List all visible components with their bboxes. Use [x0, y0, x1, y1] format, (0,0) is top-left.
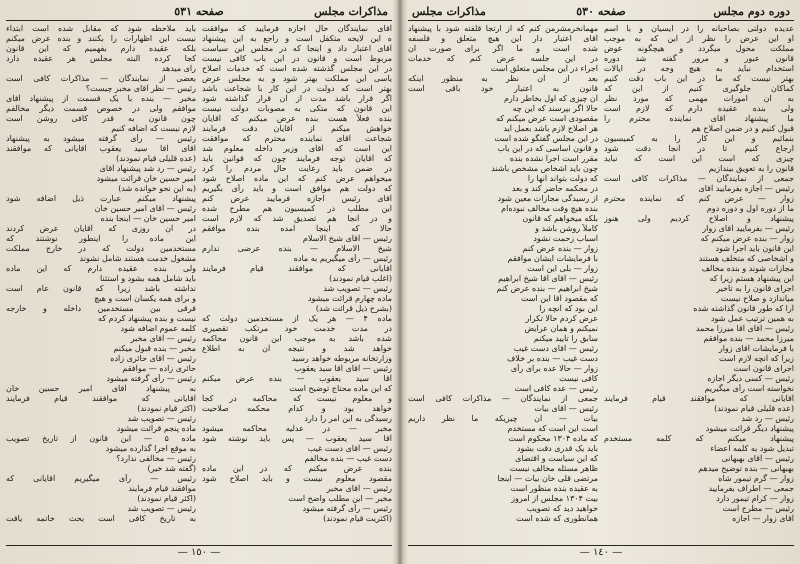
text-line: شده باشد به موجب این قانون محاکمه [202, 334, 392, 343]
right-header-page: صفحه ٥٣٠ [576, 5, 626, 18]
text-line: جمعی از نمایندگان — مذاکرات کافی است [408, 394, 598, 403]
text-line: (عده قلیلی قیام نمودند) [116, 154, 196, 163]
text-line: اسباب زحمت نشود [533, 234, 598, 243]
text-line: بلکه عقیده دارم بفهمیم که این قانون [6, 44, 196, 53]
text-line: جمعی از نمایندگان — مذاکرات کافی است [604, 174, 794, 183]
text-line: بلکه میخواهم که قانون [522, 214, 598, 223]
right-header-extra: مذاکرات مجلس [412, 5, 486, 18]
text-line: چیزی که است این است که نباید [604, 154, 794, 163]
left-header-page: صفحه ٥٣١ [174, 5, 224, 18]
text-line: خواهش میکنم از آقایان دقت فرمایند [202, 124, 392, 133]
text-line: به همین ترتیب عمل شود [710, 314, 794, 323]
text-line: در این مجلس گفتگو شده است [494, 134, 598, 143]
text-line: ماده ۵ — این قانون از تاریخ تصویب [6, 434, 196, 443]
text-line: آقای اعتبار داد و اینجا که در مجلس این سیاست [202, 44, 392, 53]
text-line: شیخ ابراهیم — بنده عرض کنم [496, 284, 598, 293]
left-page-header [6, 4, 392, 21]
text-line: بیت ۱۳۰۴ مجلس از امروز [511, 494, 598, 503]
text-line: مخبر — این مطلب واضح است [288, 494, 392, 503]
text-line: این است که آقای وزیر داخله معلوم شد [202, 144, 392, 153]
text-line: ولی بنده عقیده دارم که این ماده [6, 264, 196, 273]
left-page [6, 4, 392, 560]
left-header-title: مذاکرات مجلس [314, 5, 388, 18]
text-line: مقرر است اجرا نشده بنده [509, 154, 598, 163]
text-line: او این عرض را نظر از این که به موجب [604, 34, 794, 43]
text-line: (عده قلیلی قیام نمودند) [714, 404, 794, 413]
text-line: آقایانی که موافقند قیام فرمایند [6, 394, 196, 403]
text-line: شیخ الاسلام — بنده عرضی ندارم [202, 244, 392, 253]
text-line: خواهد بود و کدام محکمه صلاحیت [202, 404, 392, 413]
text-line: آقای نمایندگان حال اجازه فرمایید که موافقت [202, 24, 392, 33]
text-line: شجاعت آقای نماینده محترم که موافقت [202, 134, 392, 143]
text-line: حالا اگر بپرسند که این چه [512, 104, 598, 113]
text-line: باید یک قدری دقت بشود [516, 444, 598, 453]
text-line: به عقیده بنده منظور است [510, 484, 598, 493]
text-line: رئیس — نظر آقای مخبر چیست؟ [85, 84, 196, 93]
text-line: و قانون اساسی که در این باب [497, 144, 598, 153]
text-line: رئیس — تصویب شد [127, 414, 196, 423]
text-line: حائری زاده — موافقم [122, 364, 196, 373]
text-line: مخبر — در عدلیه محاکمه میشود [202, 424, 392, 433]
text-line: بعضی از نمایندگان — مذاکرات کافی است [6, 74, 196, 83]
text-line: (اکثر قیام نمودند) [137, 494, 196, 503]
text-line: جمعی — اطراف بفرمایید [708, 484, 794, 493]
text-line: رئیس — عده کافی است [514, 384, 598, 393]
text-line: پیشنهاد دیگر قرائت میشود [705, 424, 794, 433]
text-line: که آقایان توجه فرمایند چون که قوانین باید [202, 154, 392, 163]
text-line: این ماده را اینطور نوشتند که [6, 234, 196, 243]
text-line: آرا که طور قانون گذاشته شده [693, 304, 794, 313]
text-line: رئیس — آقای شیخ الاسلام [302, 234, 392, 243]
text-line: کافی نیست [559, 374, 598, 383]
text-line: رئیس — بفرمایید آقای زوار [702, 224, 794, 233]
text-line: کاملاً روشن باشد و [535, 224, 598, 233]
text-line: رئیس — آقای مخبر [130, 334, 196, 343]
text-line: رئیس — رأی گرفته میشود به پیشنهاد [6, 134, 196, 143]
text-line: ظاهر مسئله مخالف نیست [509, 464, 598, 473]
text-line: پیشنهاد میکنم عبارت ذیل اضافه شود [6, 194, 196, 203]
text-line: مخبر — بنده قبول میکنم [113, 344, 196, 353]
text-line: نداشته باشد زیرا که قانون عام است [6, 284, 196, 293]
text-line: و معلوم نیست که محاکمه در کجا [202, 394, 392, 403]
text-line: (گفته شد خیر) [147, 464, 196, 473]
text-line: دست غیب — بنده بر خلاف [507, 354, 598, 363]
text-line: بیات — آن چیزیکه ما نظر داریم [408, 414, 598, 423]
text-line: مجازات شوند و بنده مخالف [701, 264, 794, 273]
text-line: حالا که اینجا آمده بنده موافقم [202, 224, 392, 233]
text-line: یاسی این مملکت بهتر شود و به مجلس عرض [202, 74, 392, 83]
text-line: این قانون که متکی به مصوبات دولت نیست [202, 104, 392, 113]
text-line: قانون به اعتبار خود باقی است [408, 84, 598, 93]
text-line: به موقع اجرا گذارده میشود [105, 444, 196, 453]
text-line: اجرای قانون را به تأخیر [716, 284, 794, 293]
text-line: مهمانخرمشرمن کنم که از ارتجا قلفته شود با پیشنهاد [408, 24, 598, 33]
text-line: بهتر نیست که ما در این باب دقت کنیم [604, 74, 794, 83]
text-line: ولی بنده عقیده دارم که لازم است [604, 104, 794, 113]
text-line: آقا سید یعقوب — پس باید نوشته شود [202, 434, 392, 443]
text-line: آقای رئیس اجازه فرمایید عرض کنم [202, 194, 392, 203]
left-page-footer: — ١٥٠ — [6, 545, 392, 560]
text-line: نخواسته است رأی میگیریم [704, 384, 794, 393]
text-line: رئیس — مخالفی ندارد؟ [116, 454, 196, 463]
text-line: مقصودی است عرض میکنم که [496, 114, 598, 123]
text-line: اجرای قانون است [733, 364, 794, 373]
text-line: در مدت خدمت خود مرتکب تقصیری [202, 324, 392, 333]
text-line: از رسیدگی مجازات معین شود [497, 194, 598, 203]
text-line: ماده پنجم قرائت میشود [116, 424, 196, 433]
text-line: (به این نحو خوانده شد) [118, 184, 196, 193]
text-line: با فرمایشات ایشان موافقم [507, 254, 598, 263]
text-line: در ضمن باید رعایت حال مردم را کرد [202, 164, 392, 173]
text-line: رسیدگی به این امر را دارد [304, 414, 392, 423]
text-line: به آن امورات مهمی که مورد نظر [604, 94, 794, 103]
right-page-footer: — ١٤٠ — [408, 545, 794, 560]
text-line: که این ماده محتاج توضیح است [289, 384, 392, 393]
text-line: نمیکنم و همان عرایض [524, 324, 598, 333]
text-line: با فرمایشات آقای زوار [718, 344, 794, 353]
text-line: ما از دوره اول و دوره دوم [706, 204, 794, 213]
text-line: این مطلب در کمیسیون هم مطرح شده [202, 204, 392, 213]
text-line: (اغلب قیام نمودند) [329, 274, 392, 283]
text-line: اگر قرار باشد مدت از آن قرار گذاشته شود [202, 94, 392, 103]
text-line: ماده چهارم قرائت میشود [307, 294, 392, 303]
text-line: بهتر است که دولت در این کار با شجاعت باشد [202, 84, 392, 93]
text-line: استخدام نباید به هیچ وجه در ایالات [604, 64, 794, 73]
text-line: خواهد شد و نتیجه آن به اطلاع [202, 344, 392, 353]
left-page-body [6, 24, 392, 542]
text-line: دست غیب — بنده مخالفم [304, 454, 392, 463]
text-line: رئیس — رأی میگیریم به ماده [293, 254, 392, 263]
text-line: همانطوری که شده است [516, 514, 598, 523]
text-line: آقایانی که موافقند قیام فرمایند [604, 394, 794, 403]
text-line: رئیس — تصویب شد [323, 284, 392, 293]
right-header-title: دوره دوم مجلس [713, 5, 790, 18]
text-line: رئیس — آقای امیر حسین خان [94, 204, 196, 213]
text-line: رئیس — رأی میگیریم آقایانی که [6, 474, 196, 483]
text-line: زوار — بلی این است [527, 264, 598, 273]
text-line: شده است و ما اگر برای صورت آن [408, 44, 598, 53]
text-line: تبدیل شود به کلمه اعضاء [710, 444, 794, 453]
text-line: اجراء در این مجلس متعلق است [490, 64, 598, 73]
text-line: کجا کرده البته مجلس هر عقیده دارد [6, 54, 196, 63]
text-line: سابق را تأیید میکنم [533, 334, 598, 343]
text-line: که این سیاست و اقتضای [515, 454, 598, 463]
text-line: که ماده ۱۳۰۴ محکوم است [508, 434, 598, 443]
text-line: زوار — حالا عده برای رأی [510, 364, 598, 373]
text-line: میخواهم عرض کنم که این ماده اصلاح شود [202, 174, 392, 183]
text-line: مخبر — بنده با یک قسمت از پیشنهاد آقای [6, 94, 196, 103]
text-line: ما پیشنهاد آقای نماینده محترم را [604, 114, 794, 123]
text-line: پیشنهاد میکنم که کلمه مستخدم [604, 434, 794, 443]
text-line: رئیس — آقای دست غیب [307, 444, 392, 453]
text-line: ماده ۴ — هر یک از مستخدمین دولت که [202, 314, 392, 323]
text-line: کماکان جلوگیری کنیم از این که [604, 84, 794, 93]
text-line: رئیس — آقای آقا میرزا محمد [695, 324, 794, 333]
text-line: موافقند قیام فرمایند [128, 484, 196, 493]
text-line: عدیده دولتی بصاحبانه را در ایسیان و با اسم [604, 24, 794, 33]
text-line: بنده عرض میکنم که در این ماده [202, 464, 392, 473]
text-line: رئیس — آقای بهبهانی [721, 454, 794, 463]
text-line: زوار — کرام تیمور دارد [716, 494, 794, 503]
right-page-col-left [408, 24, 598, 542]
text-line: رئیس — آقای بیات [534, 404, 598, 413]
text-line: در این جلسه عرض کنم که خدمات [408, 54, 598, 63]
text-line: آقای اعتبار دار این هیچ متعلق و فلسفه [408, 34, 598, 43]
right-page-header [408, 4, 794, 21]
text-line: زوار — گرم تیمور شاه [718, 474, 794, 483]
text-line: رئیس — مطرح است [722, 504, 794, 513]
text-line: مشغول خدمت هستند شامل نشوند [79, 254, 196, 263]
text-line: آقای آقا سید یعقوب آقایانی که موافقند [6, 144, 196, 153]
text-line: که دولت هم موافق است و باید رأی بگیریم [202, 184, 392, 193]
text-line: بنده فعلاً هست بنده عرض میکنم که آقایان [202, 114, 392, 123]
text-line: عرض کردم حالا تکرار [525, 314, 598, 323]
text-line: پیشنهاد و اصلاح کردیم ولی هنوز [604, 214, 794, 223]
text-line: بنمائیم و این کار را به کمیسیون [604, 134, 794, 143]
text-line: رئیس — رد شد [741, 414, 794, 423]
text-line: ه این لایحه متکفل است و راجع به این پیشنهاد [202, 34, 392, 43]
text-line: زوار — بنده عرض میکنم که [700, 234, 794, 243]
text-line: (اکثریت قیام نمودند) [323, 514, 392, 523]
text-line: (بشرح ذیل قرائت شد) [315, 304, 392, 313]
text-line: وزارتخانه مربوطه خواهد رسید [291, 354, 392, 363]
text-line: نیست این اظهارات را بکنند و بنده عرض میکنم [6, 34, 196, 43]
text-line: این بود که آنچه را [539, 304, 598, 313]
right-page-col-right [604, 24, 794, 542]
text-line: کلمه عموم اضافه شود [120, 324, 196, 333]
text-line: زوار — بنده عرض کنم [522, 244, 598, 253]
text-line: رئیس — آقای مخبر [326, 484, 392, 493]
text-line: این پیشنهاد هستم زیرا که [709, 274, 794, 283]
text-line: در محکمه حاضر کند و بعد [511, 184, 598, 193]
text-line: رئیس — کسی دیگر اجازه [707, 374, 794, 383]
text-line: رای میدهد [161, 64, 196, 73]
text-line: آن چیزی که اول بخاطر دارم [503, 94, 598, 103]
text-line: است این است که مستخدم [507, 424, 598, 433]
text-line: و اشخاصی که متخلف هستند [698, 254, 794, 263]
text-line: چون قانون به قدر کافی روشن است [6, 114, 196, 123]
text-line: رئیس — آقای حائری زاده [110, 354, 196, 363]
text-line: میاندازد و صلاح نیست [720, 294, 794, 303]
text-line: قبول کنیم و در ضمن اصلاح هم [691, 124, 794, 133]
text-line: رئیس — آقای دست غیب [513, 344, 598, 353]
text-line: بنده هیچ وقت مخالف نبوده‌ام [501, 204, 598, 213]
text-line: باید ملاحظه شود که مقابل شده است ابتداء [6, 24, 196, 33]
right-page-body [408, 24, 794, 542]
text-line: هر اصلاح لازم باشد بعمل آید [503, 124, 598, 133]
text-line: مربوط است و قانون در این باب کافی نیست [202, 54, 392, 63]
text-line: و برای همه یکسان است و هیچ [94, 294, 196, 303]
text-line: که مقصود آقا این است [520, 294, 598, 303]
text-line: در آن روزی که آقایان عرض کردند [6, 224, 196, 233]
text-line: قانون را به تعویق بیندازیم [708, 164, 794, 173]
text-line: میرزا محمد — بنده موافقم [703, 334, 794, 343]
text-line: بهبهانی — بنده توضیح میدهم [698, 464, 794, 473]
text-line: رئیس — آقای آقا شیخ ابراهیم [498, 274, 598, 283]
text-line: آقایانی که موافقند قیام فرمایند [202, 264, 392, 273]
text-line: ارجاع کنیم تا در آنجا دقت شود [604, 144, 794, 153]
text-line: خواهید دید که تصویب [526, 504, 598, 513]
text-line: که دولت بتواند آنها را [527, 174, 598, 183]
text-line: رئیس — رأی گرفته میشود [106, 374, 196, 383]
text-line: این قانون باید اجرا شود [715, 244, 794, 253]
text-line: به تاریخ کافی است بحث خاتمه یافت [6, 514, 196, 523]
text-line: مملکت محول میگردد و هیچگونه عوض [604, 44, 794, 53]
text-line: رئیس — اجازه بفرمایید آقای [698, 184, 794, 193]
text-line: مرتضی قلی خان بیات — اینجا [497, 474, 598, 483]
right-page [408, 4, 794, 560]
text-line: آقای زوار — اجازه [732, 514, 794, 523]
text-line: مقصود معلوم نیست و باید اصلاح شود [202, 474, 392, 483]
text-line: (اکثر قیام نمودند) [137, 404, 196, 413]
text-line: زوار — عرض کنم که نماینده محترم [604, 194, 794, 203]
text-line: فرقی بین مستخدمین داخله و خارجه [6, 304, 196, 313]
text-line: رئیس — آقای آقا سید یعقوب [294, 364, 392, 373]
text-line: رئیس — رأی گرفته میشود [302, 504, 392, 513]
text-line: رئیس — رد شد پیشنهاد آقای [99, 164, 196, 173]
book-gutter [396, 0, 404, 564]
left-page-col-right [202, 24, 392, 542]
text-line: رئیس — تصویب شد [127, 504, 196, 513]
text-line: امیر حسین خان — اینجا بنده [100, 214, 196, 223]
text-line: بعد از آن نظر به منظور اینکه [408, 74, 598, 83]
text-line: باید شامل همه بشود و استثنا [100, 274, 196, 283]
text-line: موافقم ولی در خصوص قسمت دیگر مخالفم [6, 104, 196, 113]
text-line: لازم نیست که اضافه کنیم [111, 124, 196, 133]
text-line: در این مجلس گذشته شده است که خدمات اصلاح [202, 64, 392, 73]
text-line: مستخدمین دولت که در خارج مملکت [6, 244, 196, 253]
text-line: چون باید اشخاص مشخص باشند [491, 164, 598, 173]
text-line: زیرا که آنچه لازم است [718, 354, 794, 363]
text-line: و در آنجا هم تصدیق شد که لازم است [202, 214, 392, 223]
left-page-col-left [6, 24, 196, 542]
text-line: قانون عبور و مرور گفته شد دوره [604, 54, 794, 63]
text-line: نیست و بنده پیشنهاد کردم که [98, 314, 196, 323]
text-line: به پیشنهاد آقای امیر حسین خان [6, 384, 196, 393]
text-line: آقا سید یعقوب — بنده عرض میکنم [202, 374, 392, 383]
text-line: امیر حسین خان قرائت میشود [96, 174, 196, 183]
